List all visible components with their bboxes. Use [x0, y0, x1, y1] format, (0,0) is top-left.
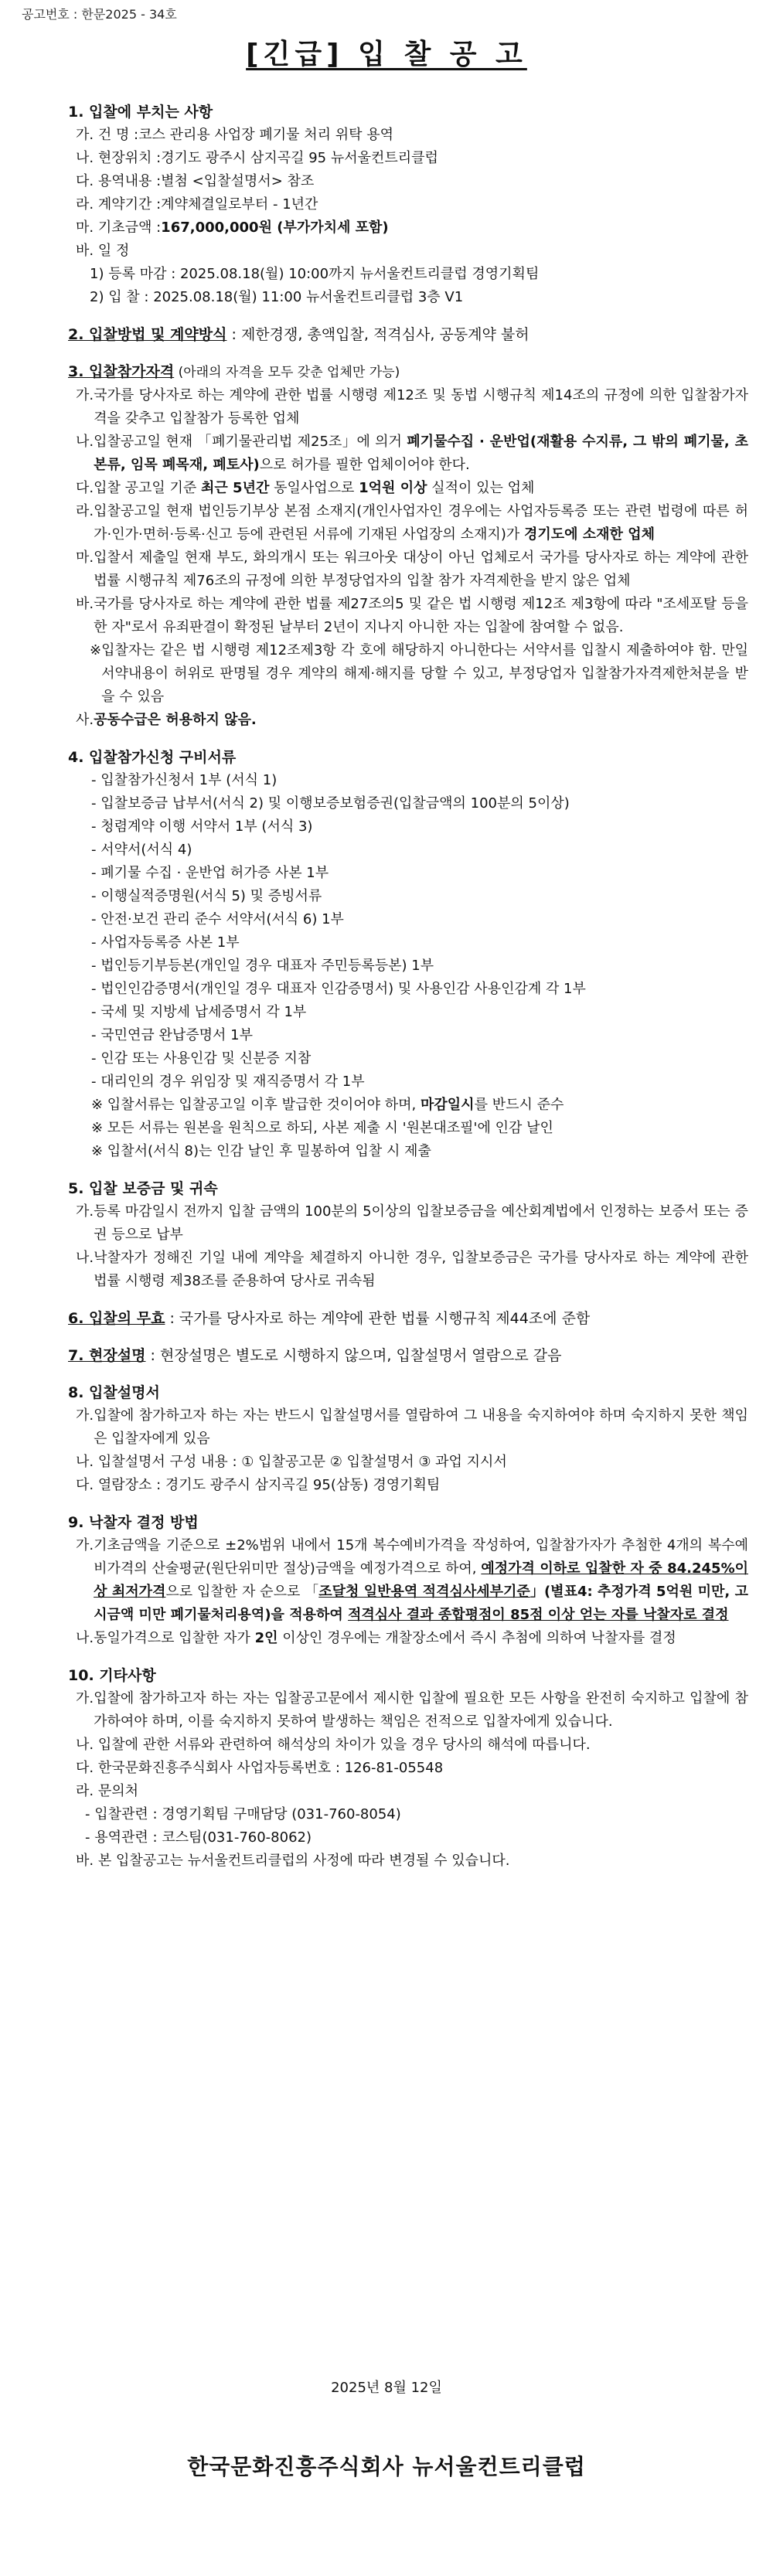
list-item: - 대리인의 경우 위임장 및 재직증명서 각 1부 — [91, 1074, 365, 1090]
s10-item-b: 나. 입찰에 관한 서류와 관련하여 해석상의 차이가 있을 경우 당사의 해석에 따릅니다. — [76, 1737, 591, 1753]
s10-item-a: 가. 입찰에 참가하고자 하는 자는 입찰공고문에서 제시한 입찰에 필요한 모든 사항을 완전히 숙지하고 입찰에 참가하여야 하며, 이를 숙지하지 못하여 발생하는 책임은 전적으로 입찰자에게 있습니다. — [76, 1690, 748, 1730]
section-2: 2. 입찰방법 및 계약방식 : 제한경쟁, 총액입찰, 적격심사, 공동계약 불허 — [68, 326, 530, 343]
s10-item-c: 다. 한국문화진흥주식회사 사업자등록번호 : 126-81-05548 — [76, 1760, 444, 1776]
section-1 — [68, 100, 748, 309]
s4-note-3: ※ 입찰서(서식 8)는 인감 날인 후 밀봉하여 입찰 시 제출 — [91, 1143, 431, 1159]
list-item: - 국민연금 완납증명서 1부 — [91, 1027, 253, 1043]
list-item: - 사업자등록증 사본 1부 — [91, 934, 240, 951]
s1-item-e: 마. 기초금액 : 167,000,000원 (부가가치세 포함) — [76, 219, 389, 236]
list-item: - 이행실적증명원(서식 5) 및 증빙서류 — [91, 888, 322, 904]
section-9-title: 9. 낙찰자 결정 방법 — [68, 1514, 199, 1531]
organization-name: 한국문화진흥주식회사 뉴서울컨트리클럽 — [187, 2454, 586, 2479]
s5-item-b: 나. 낙찰자가 정해진 기일 내에 계약을 체결하지 아니한 경우, 입찰보증금은 국가를 당사자로 하는 계약에 관한 법률 시행령 제38조를 준용하여 당사로 귀속됨 — [76, 1250, 748, 1289]
s8-item-c: 다. 열람장소 : 경기도 광주시 삼지곡길 95(삼동) 경영기획팀 — [76, 1477, 441, 1493]
section-4 — [68, 746, 748, 1163]
s1-item-b: 나. 현장위치 : 경기도 광주시 삼지곡길 95 뉴서울컨트리클럽 — [76, 150, 438, 166]
s3-item-d: 라. 입찰공고일 현재 법인등기부상 본점 소재지(개인사업자인 경우에는 사업자등록증 또는 관련 법령에 따른 허가·인가·면허·등록·신고 등에 관련된 서류에 기재된 사업장의 소재지)가 경기도에 소재한 업체 — [76, 503, 748, 543]
s3-item-e: 마. 입찰서 제출일 현재 부도, 화의개시 또는 워크아웃 대상이 아닌 업체로서 국가를 당사자로 하는 계약에 관한 법률 시행규칙 제76조의 규정에 의한 부정당업자의 입찰 참가 자격제한을 받지 않은 업체 — [76, 550, 748, 589]
s3-item-b: 나. 입찰공고일 현재 「폐기물관리법 제25조」에 의거 폐기물수집 · 운반업(재활용 수지류, 그 밖의 폐기물, 초본류, 임목 폐목재, 폐토사)으로 허가를 필한 업체이어야 한다. — [76, 434, 748, 473]
s1-item-c: 다. 용역내용 : 별첨 <입찰설명서> 참조 — [76, 173, 315, 189]
s1-item-a: 가. 건 명 : 코스 관리용 사업장 폐기물 처리 위탁 용역 — [76, 127, 394, 143]
notice-number: 공고번호 : 한문2025 - 34호 — [22, 7, 177, 22]
list-item: - 서약서(서식 4) — [91, 842, 192, 858]
s10-item-d: 라. 문의처 — [76, 1783, 138, 1799]
list-item: - 입찰참가신청서 1부 (서식 1) — [91, 772, 278, 788]
section-3-title: 3. 입찰참가자격 (아래의 자격을 모두 갖춘 업체만 가능) — [68, 363, 400, 380]
schedule-bid: 2) 입 찰 : 2025.08.18(월) 11:00 뉴서울컨트리클럽 3층 V1 — [90, 289, 464, 305]
s5-item-a: 가. 등록 마감일시 전까지 입찰 금액의 100분의 5이상의 입찰보증금을 예산회계법에서 인정하는 보증서 또는 증권 등으로 납부 — [76, 1203, 748, 1243]
section-6: 6. 입찰의 무효 : 국가를 당사자로 하는 계약에 관한 법률 시행규칙 제44조에 준함 — [68, 1310, 591, 1327]
list-item: - 입찰보증금 납부서(서식 2) 및 이행보증보험증권(입찰금액의 100분의 5이상) — [91, 795, 570, 812]
list-item: - 국세 및 지방세 납세증명서 각 1부 — [91, 1004, 307, 1020]
issue-date: 2025년 8월 12일 — [331, 2380, 442, 2396]
s3-note: ※ 입찰자는 같은 법 시행령 제12조제3항 각 호에 해당하지 아니한다는 서약서를 입찰시 제출하여야 함. 만일 서약내용이 허위로 판명될 경우 계약의 해제·해지를 당할 수 있고, 부정당업자 입찰참가자격제한처분을 받을 수 있음 — [90, 642, 748, 705]
s8-item-b: 나. 입찰설명서 구성 내용 : ① 입찰공고문 ② 입찰설명서 ③ 과업 지시서 — [76, 1454, 507, 1470]
s3-item-c: 다. 입찰 공고일 기준 최근 5년간 동일사업으로 1억원 이상 실적이 있는 업체 — [76, 480, 535, 496]
page-title: [긴급] 입 찰 공 고 — [246, 39, 527, 70]
s3-item-g: 사. 공동수급은 허용하지 않음. — [76, 712, 257, 728]
list-item: - 인감 또는 사용인감 및 신분증 지참 — [91, 1050, 312, 1067]
section-8 — [68, 1381, 748, 1497]
s8-item-a: 가. 입찰에 참가하고자 하는 자는 반드시 입찰설명서를 열람하여 그 내용을 숙지하여야 하며 숙지하지 못한 책임은 입찰자에게 있음 — [76, 1407, 748, 1447]
list-item: - 법인인감증명서(개인일 경우 대표자 인감증명서) 및 사용인감 사용인감계 각 1부 — [91, 981, 586, 997]
s3-item-f: 바. 국가를 당사자로 하는 계약에 관한 법률 제27조의5 및 같은 법 시행령 제12조 제3항에 따라 "조세포탈 등을 한 자"로서 유죄판결이 확정된 날부터 2년이 지나지 아니한 자는 입찰에 참여할 수 없음. — [76, 596, 748, 635]
section-3 — [68, 360, 748, 732]
section-10 — [68, 1664, 748, 1873]
section-4-title: 4. 입찰참가신청 구비서류 — [68, 749, 237, 766]
section-5 — [68, 1177, 748, 1293]
list-item: - 법인등기부등본(개인일 경우 대표자 주민등록등본) 1부 — [91, 958, 434, 974]
section-7: 7. 현장설명 : 현장설명은 별도로 시행하지 않으며, 입찰설명서 열람으로 갈음 — [68, 1347, 562, 1364]
s4-note-2: ※ 모든 서류는 원본을 원칙으로 하되, 사본 제출 시 '원본대조필'에 인감 날인 — [91, 1120, 553, 1136]
s1-item-f: 바. 일 정 — [76, 243, 130, 259]
list-item: - 안전·보건 관리 준수 서약서(서식 6) 1부 — [91, 911, 344, 927]
contact-bid: - 입찰관련 : 경영기획팀 구매담당 (031-760-8054) — [85, 1806, 401, 1822]
list-item: - 폐기물 수집 · 운반업 허가증 사본 1부 — [91, 865, 329, 881]
document-list — [68, 769, 748, 1163]
section-8-title: 8. 입찰설명서 — [68, 1384, 160, 1401]
s10-item-e: 바. 본 입찰공고는 뉴서울컨트리클럽의 사정에 따라 변경될 수 있습니다. — [76, 1853, 510, 1869]
list-item: - 청렴계약 이행 서약서 1부 (서식 3) — [91, 818, 313, 835]
s3-item-a: 가. 국가를 당사자로 하는 계약에 관한 법률 시행령 제12조 및 동법 시행규칙 제14조의 규정에 의한 입찰참가자격을 갖추고 입찰참가 등록한 업체 — [76, 387, 748, 427]
section-1-title: 1. 입찰에 부치는 사항 — [68, 104, 213, 121]
s9-item-a: 가. 기초금액을 기준으로 ±2%범위 내에서 15개 복수예비가격을 작성하여, 입찰참가자가 추첨한 4개의 복수예비가격의 산술평균(원단위미만 절상)금액을 예정가격으로 하여, 예정가격 이하로 입찰한 자 중 84.245%이상 최저가격으로 입찰한 자 순으로 「조달청 일반용역 적격심사세부기준」(별표4: 추정가격 5억원 미만, 고시금액 미만 폐기물처리용역)을 적용하여 적격심사 결과 종합평점이 85점 이상 얻는 자를 낙찰자로 결정 — [76, 1537, 748, 1623]
section-5-title: 5. 입찰 보증금 및 귀속 — [68, 1180, 218, 1197]
s1-item-d: 라. 계약기간 : 계약체결일로부터 - 1년간 — [76, 196, 318, 213]
s9-item-b: 나. 동일가격으로 입찰한 자가 2인 이상인 경우에는 개찰장소에서 즉시 추첨에 의하여 낙찰자를 결정 — [76, 1630, 676, 1646]
schedule-registration: 1) 등록 마감 : 2025.08.18(월) 10:00까지 뉴서울컨트리클럽 경영기획팀 — [90, 266, 540, 282]
section-9 — [68, 1511, 748, 1650]
s4-note-1: ※ 입찰서류는 입찰공고일 이후 발급한 것이어야 하며, 마감일시를 반드시 준수 — [91, 1097, 564, 1113]
document-body — [68, 100, 748, 1873]
contact-service: - 용역관련 : 코스팀(031-760-8062) — [85, 1829, 312, 1846]
section-10-title: 10. 기타사항 — [68, 1667, 156, 1684]
